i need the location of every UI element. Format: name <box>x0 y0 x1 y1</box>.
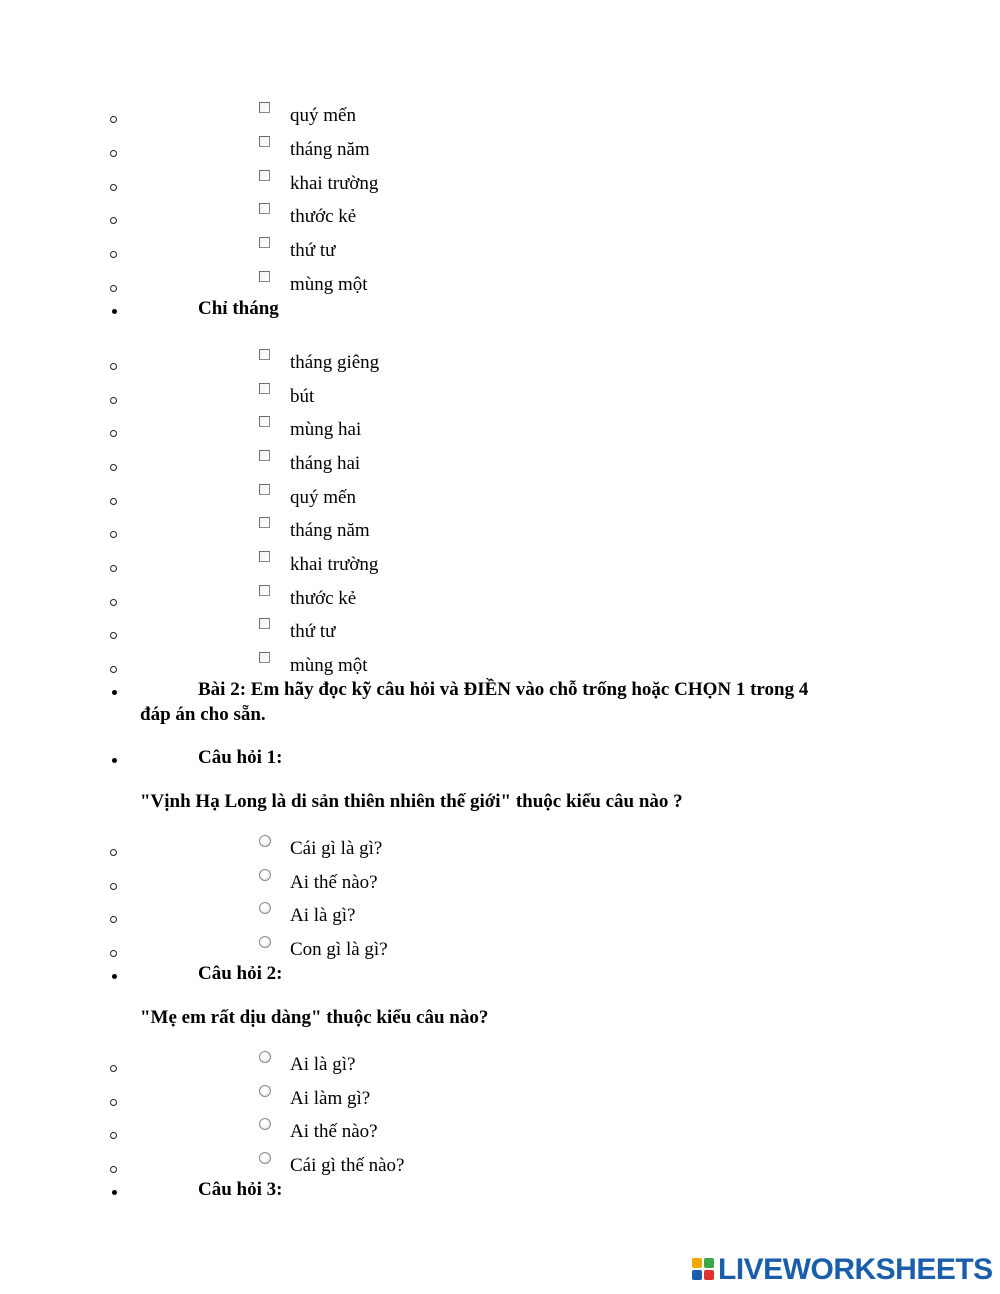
list-item <box>0 107 1000 135</box>
checkbox[interactable] <box>259 416 270 427</box>
circle-bullet-icon <box>110 883 117 890</box>
question-label: Câu hỏi 2: <box>198 963 283 984</box>
circle-bullet-icon <box>110 599 117 606</box>
circle-bullet-icon <box>110 1099 117 1106</box>
option-label: Ai làm gì? <box>290 1088 371 1109</box>
checkbox[interactable] <box>259 102 270 113</box>
circle-bullet-icon <box>110 464 117 471</box>
liveworksheets-logo-icon <box>692 1258 716 1282</box>
list-item <box>0 907 1000 935</box>
option-label: tháng giêng <box>290 352 380 373</box>
circle-bullet-icon <box>110 916 117 923</box>
radio-button[interactable] <box>259 1051 271 1063</box>
option-label: tháng năm <box>290 139 370 160</box>
list-item <box>0 455 1000 483</box>
circle-bullet-icon <box>110 363 117 370</box>
circle-bullet-icon <box>110 849 117 856</box>
list-item <box>0 556 1000 584</box>
question-text: "Vịnh Hạ Long là di sản thiên nhiên thế giới" thuộc kiểu câu nào ? <box>140 791 683 812</box>
checkbox[interactable] <box>259 551 270 562</box>
option-label: bút <box>290 386 315 407</box>
list-item <box>0 522 1000 550</box>
option-label: tháng năm <box>290 520 370 541</box>
radio-button[interactable] <box>259 835 271 847</box>
list-item <box>0 489 1000 517</box>
disc-bullet-icon <box>112 758 117 763</box>
list-item <box>0 1090 1000 1118</box>
list-item <box>0 175 1000 203</box>
checkbox[interactable] <box>259 203 270 214</box>
disc-bullet-icon <box>112 1190 117 1195</box>
exercise-title-continued: đáp án cho sẵn. <box>140 704 266 725</box>
checkbox[interactable] <box>259 517 270 528</box>
radio-button[interactable] <box>259 869 271 881</box>
circle-bullet-icon <box>110 150 117 157</box>
list-item <box>0 590 1000 618</box>
list-item <box>0 276 1000 304</box>
circle-bullet-icon <box>110 1132 117 1139</box>
circle-bullet-icon <box>110 116 117 123</box>
circle-bullet-icon <box>110 498 117 505</box>
option-label: tháng hai <box>290 453 361 474</box>
option-label: Ai thế nào? <box>290 872 378 893</box>
list-item <box>0 840 1000 868</box>
option-label: Ai là gì? <box>290 905 356 926</box>
radio-button[interactable] <box>259 1152 271 1164</box>
option-label: quý mến <box>290 105 356 126</box>
list-item <box>0 1157 1000 1185</box>
option-label: quý mến <box>290 487 356 508</box>
disc-bullet-icon <box>112 309 117 314</box>
radio-button[interactable] <box>259 1118 271 1130</box>
circle-bullet-icon <box>110 184 117 191</box>
option-label: Ai là gì? <box>290 1054 356 1075</box>
list-item <box>0 1123 1000 1151</box>
list-item <box>0 141 1000 169</box>
disc-bullet-icon <box>112 974 117 979</box>
checkbox[interactable] <box>259 450 270 461</box>
list-item <box>0 1056 1000 1084</box>
circle-bullet-icon <box>110 1065 117 1072</box>
radio-button[interactable] <box>259 1085 271 1097</box>
question-text: "Mẹ em rất dịu dàng" thuộc kiểu câu nào? <box>140 1007 489 1028</box>
circle-bullet-icon <box>110 632 117 639</box>
radio-button[interactable] <box>259 936 271 948</box>
circle-bullet-icon <box>110 1166 117 1173</box>
list-item <box>0 388 1000 416</box>
list-item <box>0 421 1000 449</box>
option-label: mùng một <box>290 655 368 676</box>
checkbox[interactable] <box>259 170 270 181</box>
option-label: thước kẻ <box>290 588 357 609</box>
circle-bullet-icon <box>110 217 117 224</box>
option-label: thứ tư <box>290 621 336 642</box>
list-item <box>0 941 1000 969</box>
circle-bullet-icon <box>110 285 117 292</box>
circle-bullet-icon <box>110 397 117 404</box>
checkbox[interactable] <box>259 237 270 248</box>
option-label: thứ tư <box>290 240 336 261</box>
list-item <box>0 354 1000 382</box>
option-label: mùng một <box>290 274 368 295</box>
list-item <box>0 623 1000 651</box>
list-item <box>0 874 1000 902</box>
question-label: Câu hỏi 1: <box>198 747 283 768</box>
list-item <box>0 242 1000 270</box>
option-label: Cái gì là gì? <box>290 838 383 859</box>
circle-bullet-icon <box>110 565 117 572</box>
checkbox[interactable] <box>259 383 270 394</box>
option-label: mùng hai <box>290 419 362 440</box>
radio-button[interactable] <box>259 902 271 914</box>
checkbox[interactable] <box>259 271 270 282</box>
list-item <box>0 208 1000 236</box>
option-label: khai trường <box>290 173 379 194</box>
circle-bullet-icon <box>110 666 117 673</box>
checkbox[interactable] <box>259 585 270 596</box>
exercise-title: Bài 2: Em hãy đọc kỹ câu hỏi và ĐIỀN vào chỗ trống hoặc CHỌN 1 trong 4 <box>198 679 809 700</box>
checkbox[interactable] <box>259 136 270 147</box>
circle-bullet-icon <box>110 430 117 437</box>
option-label: Cái gì thế nào? <box>290 1155 405 1176</box>
brand-name: LIVEWORKSHEETS <box>718 1253 993 1286</box>
option-label: khai trường <box>290 554 379 575</box>
option-label: Con gì là gì? <box>290 939 388 960</box>
circle-bullet-icon <box>110 251 117 258</box>
option-label: Ai thế nào? <box>290 1121 378 1142</box>
section-heading: Chỉ tháng <box>198 298 279 319</box>
disc-bullet-icon <box>112 690 117 695</box>
checkbox[interactable] <box>259 652 270 663</box>
liveworksheets-logo <box>692 1252 992 1288</box>
circle-bullet-icon <box>110 531 117 538</box>
question-label: Câu hỏi 3: <box>198 1179 283 1200</box>
checkbox[interactable] <box>259 618 270 629</box>
checkbox[interactable] <box>259 349 270 360</box>
checkbox[interactable] <box>259 484 270 495</box>
option-label: thước kẻ <box>290 206 357 227</box>
circle-bullet-icon <box>110 950 117 957</box>
